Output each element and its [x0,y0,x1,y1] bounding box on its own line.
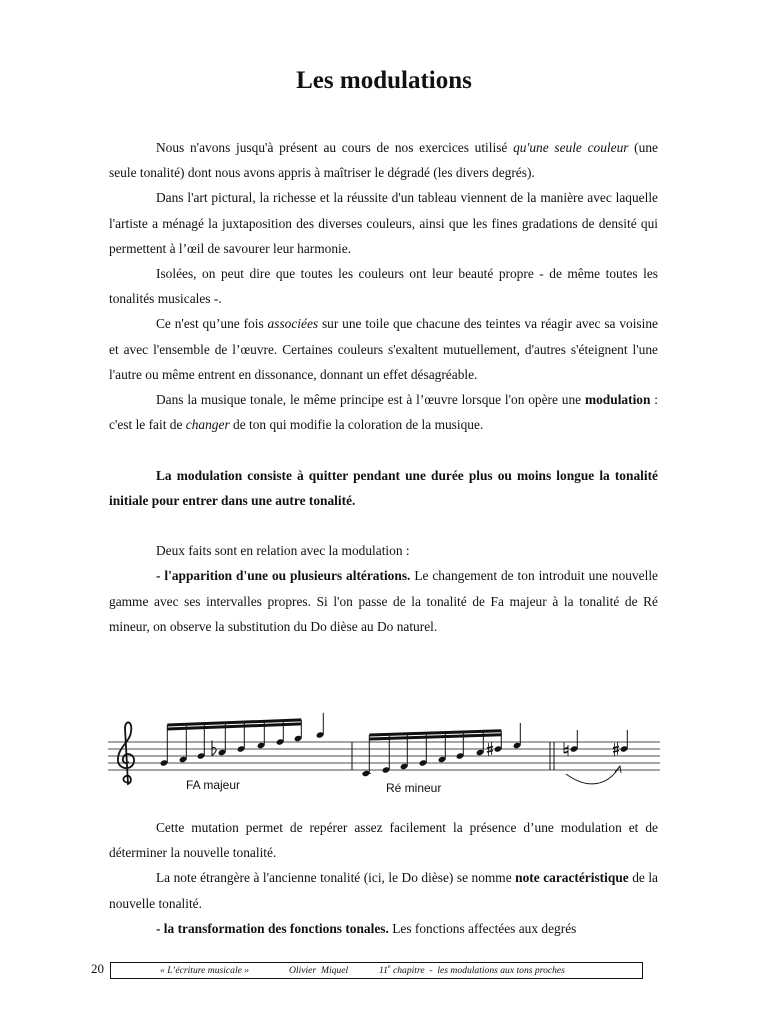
footer-chapter: 11e chapitre - les modulations aux tons proches [379,964,565,976]
d-minor-scale [362,723,522,777]
treble-clef-icon [118,722,134,784]
paragraph-intro-5: Dans la musique tonale, le même principe est à l’œuvre lorsque l'on opère une modulation : c'est le fait de changer de ton qui modifie la coloration de la musique. [109,392,658,433]
paragraph-after-3: - la transformation des fonctions tonales. Les fonctions affectées aux degrés [156,920,577,936]
page-number: 20 [91,961,104,976]
natural-vs-sharp-example [564,730,628,784]
paragraph-intro-2: Dans l'art pictural, la richesse et la réussite d'un tableau viennent de la manière avec laquelle l'artiste a ménagé la juxtaposition des diverses couleurs, ainsi que les fines gradations de densité qui permettent à l’œil de savourer leur harmonie. [109,190,658,256]
page-title: Les modulations [296,67,472,94]
label-re-mineur: Ré mineur [386,781,442,795]
paragraph-after-1: Cette mutation permet de repérer assez facilement la présence d’une modulation et de déterminer la nouvelle tonalité. [109,820,658,861]
label-fa-majeur: FA majeur [186,778,241,792]
paragraph-after-2: La note étrangère à l'ancienne tonalité (ici, le Do dièse) se nomme note caractéristique de la nouvelle tonalité. [109,870,658,911]
body-text-bottom [109,815,658,941]
fact-1-paragraph: - l'apparition d'une ou plusieurs altérations. Le changement de ton introduit une nouvelle gamme avec ses intervalles propres. Si l'on passe de la tonalité de Fa majeur à la tonalité de Ré mineur, on observe la substitution du Do dièse au Do naturel. [109,568,658,634]
paragraph-intro-3: Isolées, on peut dire que toutes les couleurs ont leur beauté propre - de même toutes les tonalités musicales -. [109,266,658,307]
f-major-scale [160,713,325,767]
paragraph-intro-1: Nous n'avons jusqu'à présent au cours de nos exercices utilisé qu'une seule couleur (une seule tonalité) dont nous avons appris à maîtriser le dégradé (les divers degrés). [109,140,658,181]
music-score-example [108,712,660,802]
footer-book-title: « L’écriture musicale » [160,965,250,976]
body-text-top [109,135,658,639]
footer-running-title [110,962,643,979]
facts-intro: Deux faits sont en relation avec la modulation : [156,543,410,559]
definition-paragraph: La modulation consiste à quitter pendant une durée plus ou moins longue la tonalité initiale pour entrer dans une autre tonalité. [109,467,658,508]
paragraph-intro-4: Ce n'est qu’une fois associées sur une toile que chacune des teintes va réagir avec sa voisine et avec l'ensemble de l’œuvre. Certaines couleurs s'exaltent mutuellement, d'autres s'éteignent l'une l'autre ou même entrent en dissonance, donnant un effet désagréable. [109,316,658,382]
footer-author: Olivier Miquel [289,965,349,976]
